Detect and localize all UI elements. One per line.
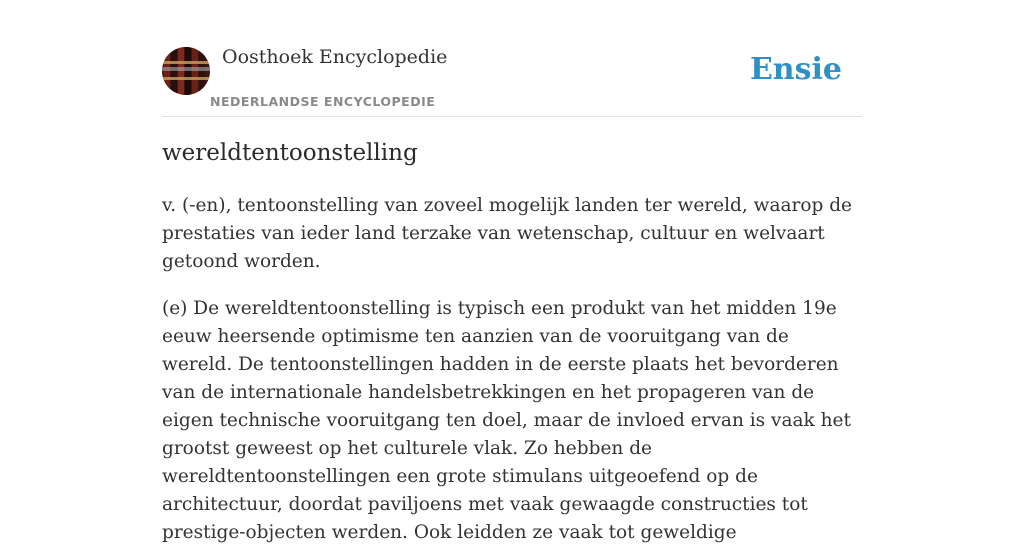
site-title-link[interactable]: Oosthoek Encyclopedie [222,46,448,68]
article-paragraph: (e) De wereldtentoonstelling is typisch een produkt van het midden 19e eeuw heersende optimisme ten aanzien van de vooruitgang van de wereld. De tentoonstellingen hadden in de eerste plaats het bevorderen van de internationale handelsbetrekkingen en het propageren van de eigen technische vooruitgang ten doel, maar de invloed ervan is vaak het grootst geweest op het culturele vlak. Zo hebben de wereldtentoonstellingen een grote stimulans uitgeoefend op de architectuur, doordat paviljoens met vaak gewaagde constructies tot prestige-objecten werden. Ook leidden ze vaak tot geweldige [162,298,851,543]
site-header [162,0,862,117]
definition-paragraph: v. (-en), tentoonstelling van zoveel mogelijk landen ter wereld, waarop de prestaties van ieder land terzake van wetenschap, cultuur en welvaart getoond worden. [162,195,852,272]
book-spines-icon[interactable] [162,47,210,95]
site-subtitle: NEDERLANDSE ENCYCLOPEDIE [210,94,436,109]
ensie-logo-link[interactable]: Ensie [749,52,842,87]
page-title: wereldtentoonstelling [162,140,418,166]
